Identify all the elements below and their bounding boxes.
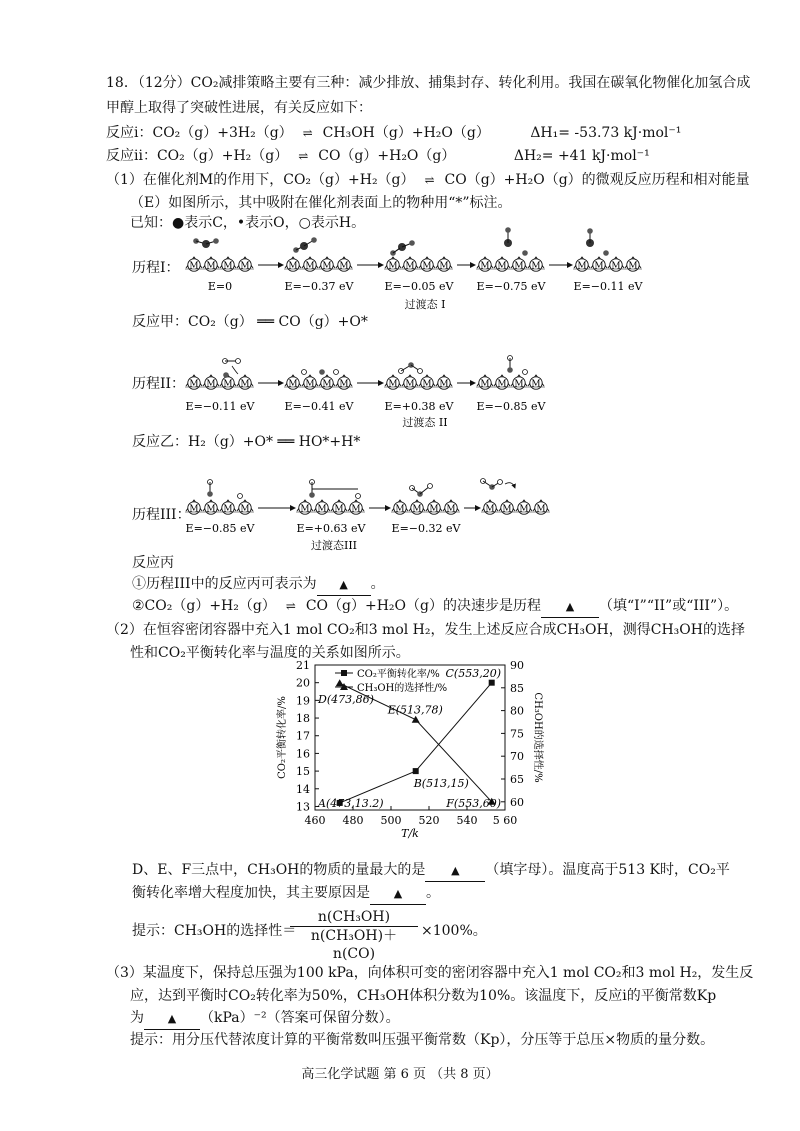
- page-footer: 高三化学试题 第 6 页 （共 8 页）: [301, 1067, 499, 1082]
- part3-line1: （3）某温度下，保持总压强为100 kPa，向体积可变的密闭容器中充入1 mol CO₂和3 mol H₂，发生反: [106, 965, 754, 981]
- triangle-icon: ▲: [393, 887, 403, 900]
- curve-arrow-icon: [505, 483, 515, 488]
- oxygen-atom-icon: [213, 238, 219, 244]
- process1-stage: [573, 257, 642, 272]
- oxygen-atom-icon: [603, 250, 609, 256]
- fraction-denominator: n(CH₃OH)＋n(CO): [290, 926, 418, 963]
- energy-label: E=−0.05 eV: [384, 280, 454, 293]
- catalyst-label: M: [206, 261, 216, 272]
- point-label-b: B(513,15): [413, 777, 469, 791]
- process1-label: 历程I：: [132, 260, 180, 276]
- x-tick-label: 540: [456, 814, 478, 827]
- data-point-square: [413, 768, 419, 774]
- y-right-tick-label: 80: [510, 704, 524, 718]
- legend-label-2: CH₃OH的选择性/%: [357, 683, 448, 694]
- catalyst-label: M: [322, 261, 332, 272]
- catalyst-label: M: [388, 261, 398, 272]
- part3-line2: 应，达到平衡时CO₂转化率为50%，CH₃OH体积分数为10%。该温度下，反应i的平衡常数Kp: [130, 988, 717, 1004]
- catalyst-label: M: [305, 379, 315, 390]
- reaction-ii-dh: ΔH₂= +41 kJ·mol⁻¹: [513, 148, 650, 164]
- part2-q-line2: [132, 883, 440, 905]
- energy-label: E=+0.63 eV: [296, 522, 366, 535]
- x-tick-label: 480: [342, 814, 364, 827]
- y-right-tick-label: 70: [510, 750, 524, 764]
- energy-label: E=−0.41 eV: [284, 400, 354, 413]
- y-left-tick-label: 18: [296, 712, 310, 726]
- process2-stage: [476, 375, 545, 390]
- equilibrium-arrow-icon: ⇌: [424, 173, 435, 187]
- catalyst-label: M: [322, 379, 332, 390]
- process3-stage: [481, 500, 550, 515]
- x-tick-label: 460: [304, 814, 326, 827]
- reaction-i-rhs: CH₃OH（g）+H₂O（g）: [322, 125, 490, 141]
- x-tick-label: 520: [418, 814, 440, 827]
- y-right-tick-label: 75: [510, 727, 524, 741]
- catalyst-label: M: [531, 261, 541, 272]
- energy-label: E=−0.11 eV: [573, 280, 643, 293]
- catalyst-label: M: [497, 261, 507, 272]
- x-axis-label: T/k: [401, 827, 419, 840]
- hydrogen-atom-icon: [238, 494, 243, 499]
- data-point-triangle: [412, 716, 420, 723]
- energy-label: E=−0.85 eV: [476, 400, 546, 413]
- triangle-icon: ▲: [565, 600, 575, 613]
- equilibrium-arrow-icon: ⇌: [302, 126, 313, 140]
- part1-legend: 已知：●表示C，•表示O，○表示H。: [130, 215, 366, 231]
- y-right-tick-label: 65: [510, 772, 524, 786]
- oxygen-atom-icon: [507, 367, 513, 373]
- energy-label: E=−0.85 eV: [185, 522, 255, 535]
- x-tick-label: 500: [380, 814, 402, 827]
- triangle-icon: ▲: [451, 864, 460, 877]
- part2-q-line1: [132, 860, 730, 882]
- process3-label: 历程III：: [132, 507, 191, 523]
- catalyst-label: M: [412, 504, 422, 515]
- process1-stage: [284, 257, 353, 272]
- process3-stage: [391, 500, 460, 515]
- catalyst-label: M: [519, 504, 529, 515]
- energy-label: E=−0.11 eV: [185, 400, 255, 413]
- q18-line2: 甲醇上取得了突破性进展，有关反应如下：: [106, 100, 372, 116]
- catalyst-label: M: [429, 504, 439, 515]
- part2-q-text-c: 衡转化率增大程度加快，其主要原因是: [132, 885, 370, 901]
- reaction-jia: 反应甲：CO₂（g） ══ CO（g）+O*: [132, 314, 368, 330]
- catalyst-label: M: [223, 379, 233, 390]
- selectivity-pct: ×100%。: [421, 923, 487, 939]
- catalyst-label: M: [339, 261, 349, 272]
- subq1-text: ①历程III中的反应丙可表示为: [132, 576, 317, 592]
- subq2-text-b: CO（g）+H₂O（g）的决速步是历程: [305, 598, 541, 614]
- subq2-text-c: （填“I”“II”或“III”）。: [598, 598, 739, 614]
- catalyst-label: M: [300, 504, 310, 515]
- catalyst-label: M: [351, 504, 361, 515]
- reaction-i-dh: ΔH₁= -53.73 kJ·mol⁻¹: [530, 125, 682, 141]
- process2-stage: [384, 375, 453, 390]
- co2-conversion-selectivity-chart: [0, 655, 800, 855]
- process2-label: 历程II：: [132, 376, 186, 392]
- reaction-process-diagram: [0, 0, 800, 560]
- catalyst-label: M: [189, 504, 199, 515]
- transition-state-2: 过渡态 II: [402, 416, 448, 429]
- hydrogen-atom-icon: [356, 494, 361, 499]
- oxygen-atom-icon: [207, 491, 213, 497]
- catalyst-label: M: [628, 261, 638, 272]
- process1-stage: [384, 257, 453, 272]
- energy-label: E=0: [207, 280, 233, 293]
- answer-blank-4[interactable]: [370, 883, 426, 905]
- catalyst-label: M: [502, 504, 512, 515]
- legend-label-1: CO₂平衡转化率/%: [357, 669, 440, 680]
- part3-hint: 提示：用分压代替浓度计算的平衡常数叫压强平衡常数（Kp），分压等于总压×物质的量分数。: [130, 1032, 715, 1048]
- answer-blank-1[interactable]: [317, 574, 371, 596]
- y-right-tick-label: 90: [510, 659, 524, 672]
- oxygen-atom-icon: [505, 227, 511, 233]
- y-left-tick-label: 21: [296, 659, 310, 672]
- catalyst-label: M: [422, 261, 432, 272]
- answer-blank-2[interactable]: [541, 596, 599, 618]
- hydrogen-atom-icon: [498, 480, 503, 485]
- part1-text-a: （1）在催化剂M的作用下，CO₂（g）+H₂（g）: [106, 172, 415, 188]
- oxygen-atom-icon: [309, 492, 315, 498]
- catalyst-label: M: [395, 504, 405, 515]
- catalyst-label: M: [317, 504, 327, 515]
- catalyst-label: M: [536, 504, 546, 515]
- process2-stage: [185, 375, 254, 390]
- y-left-tick-label: 14: [296, 782, 310, 796]
- process2-stage: [284, 375, 353, 390]
- energy-label: E=−0.32 eV: [391, 522, 461, 535]
- hydrogen-atom-icon: [302, 370, 307, 375]
- y-left-tick-label: 16: [296, 747, 310, 761]
- answer-blank-5[interactable]: [144, 1008, 200, 1030]
- catalyst-label: M: [577, 261, 587, 272]
- oxygen-atom-icon: [319, 369, 325, 375]
- equilibrium-arrow-icon: ⇌: [285, 599, 296, 613]
- catalyst-label: M: [497, 379, 507, 390]
- answer-blank-3[interactable]: [425, 860, 485, 882]
- catalyst-label: M: [334, 504, 344, 515]
- catalyst-label: M: [223, 261, 233, 272]
- hydrogen-atom-icon: [523, 370, 528, 375]
- data-point-square: [489, 680, 495, 686]
- energy-label: E=+0.38 eV: [384, 400, 454, 413]
- process1-stage: [185, 257, 254, 272]
- catalyst-label: M: [240, 379, 250, 390]
- catalyst-label: M: [189, 261, 199, 272]
- selectivity-hint-label: 提示：CH₃OH的选择性＝: [132, 923, 297, 939]
- selectivity-fraction: [290, 908, 418, 963]
- catalyst-label: M: [480, 261, 490, 272]
- oxygen-atom-icon: [409, 240, 415, 246]
- reaction-bing: 反应丙: [132, 555, 174, 571]
- reaction-yi: 反应乙：H₂（g）+O* ══ HO*+H*: [132, 434, 361, 450]
- q18-line1: 18．（12分）CO₂减排策略主要有三种：减少排放、捕集封存、转化利用。我国在碳氧化物催化加氢合成: [106, 75, 751, 91]
- subq2-text-a: ②CO₂（g）+H₂（g）: [132, 598, 276, 614]
- part1-text-b: CO（g）+H₂O（g）的微观反应历程和相对能量: [444, 172, 750, 188]
- process3-stage: [185, 500, 254, 515]
- part1-line2: （E）如图所示，其中吸附在催化剂表面上的物种用“*”标注。: [130, 195, 512, 211]
- part2-q-text-d: 。: [426, 885, 440, 901]
- catalyst-label: M: [288, 379, 298, 390]
- transition-state-3: 过渡态III: [310, 539, 358, 552]
- y-right-tick-label: 60: [510, 795, 524, 809]
- part2-q-text-b: （填字母）。温度高于513 K时，CO₂平: [485, 862, 730, 878]
- catalyst-label: M: [240, 261, 250, 272]
- reaction-i-lhs: 反应i：CO₂（g）+3H₂（g）: [106, 125, 293, 141]
- catalyst-label: M: [339, 379, 349, 390]
- catalyst-label: M: [594, 261, 604, 272]
- point-label-c: C(553,20): [445, 667, 501, 680]
- catalyst-label: M: [439, 261, 449, 272]
- reaction-ii-rhs: CO（g）+H₂O（g）: [318, 148, 456, 164]
- catalyst-label: M: [240, 504, 250, 515]
- process1-stage: [476, 257, 545, 272]
- y-left-tick-label: 15: [296, 765, 310, 779]
- oxygen-atom-icon: [587, 228, 593, 234]
- point-label-a: A(473,13.2): [318, 797, 384, 810]
- catalyst-label: M: [206, 504, 216, 515]
- catalyst-label: M: [405, 379, 415, 390]
- reaction-ii-lhs: 反应ii：CO₂（g）+H₂（g）: [106, 148, 289, 164]
- catalyst-label: M: [611, 261, 621, 272]
- y-left-tick-label: 20: [296, 676, 310, 690]
- point-label-d: D(473,86): [318, 693, 374, 707]
- x-tick-label: 5 60: [492, 814, 518, 827]
- subq1-end: 。: [370, 576, 385, 592]
- catalyst-label: M: [405, 261, 415, 272]
- y-left-tick-label: 19: [296, 694, 310, 708]
- catalyst-label: M: [305, 261, 315, 272]
- catalyst-label: M: [485, 504, 495, 515]
- catalyst-label: M: [288, 261, 298, 272]
- point-label-e: E(513,78): [387, 703, 443, 717]
- catalyst-label: M: [223, 504, 233, 515]
- triangle-icon: ▲: [339, 578, 348, 591]
- y-right-tick-label: 85: [510, 681, 524, 695]
- catalyst-label: M: [189, 379, 199, 390]
- catalyst-label: M: [514, 379, 524, 390]
- hydrogen-atom-icon: [236, 359, 241, 364]
- oxygen-atom-icon: [223, 372, 229, 378]
- hydrogen-atom-icon: [428, 484, 433, 489]
- fraction-numerator: n(CH₃OH): [317, 909, 391, 925]
- curve-arrow-icon: [232, 366, 238, 374]
- catalyst-label: M: [514, 261, 524, 272]
- part2-q-text-a: D、E、F三点中，CH₃OH的物质的量最大的是: [132, 862, 426, 878]
- part2-line1: （2）在恒容密闭容器中充入1 mol CO₂和3 mol H₂，发生上述反应合成CH₃OH，测得CH₃OH的选择: [106, 622, 745, 638]
- part3-text-a: 为: [130, 1010, 144, 1026]
- subq2: [132, 596, 738, 618]
- part3-text-b: （kPa）⁻²（答案可保留分数）。: [200, 1010, 400, 1026]
- part2-line2: 性和CO₂平衡转化率与温度的关系如图所示。: [130, 645, 410, 661]
- y-left-axis-label: CO₂平衡转化率/%: [277, 696, 288, 779]
- catalyst-label: M: [388, 379, 398, 390]
- point-label-f: F(553,60): [446, 797, 501, 810]
- hydrogen-atom-icon: [418, 369, 423, 374]
- energy-label: E=−0.37 eV: [284, 280, 354, 293]
- y-left-tick-label: 17: [296, 729, 310, 743]
- catalyst-label: M: [480, 379, 490, 390]
- transition-state-1: 过渡态 I: [404, 298, 446, 311]
- legend-square-icon: [341, 670, 347, 676]
- oxygen-atom-icon: [522, 250, 528, 256]
- subq1: [132, 574, 385, 596]
- hydrogen-atom-icon: [334, 370, 339, 375]
- triangle-icon: ▲: [167, 1012, 177, 1025]
- oxygen-atom-icon: [311, 237, 317, 243]
- catalyst-label: M: [206, 379, 216, 390]
- energy-label: E=−0.75 eV: [476, 280, 546, 293]
- data-point-triangle: [336, 679, 344, 686]
- process3-stage: [296, 500, 365, 515]
- catalyst-label: M: [422, 379, 432, 390]
- y-left-tick-label: 13: [296, 800, 310, 814]
- catalyst-label: M: [531, 379, 541, 390]
- catalyst-label: M: [446, 504, 456, 515]
- y-right-axis-label: CH₃OH的选择性/%: [532, 692, 543, 783]
- equilibrium-arrow-icon: ⇌: [298, 149, 309, 163]
- part3-line3: [130, 1008, 400, 1030]
- catalyst-label: M: [439, 379, 449, 390]
